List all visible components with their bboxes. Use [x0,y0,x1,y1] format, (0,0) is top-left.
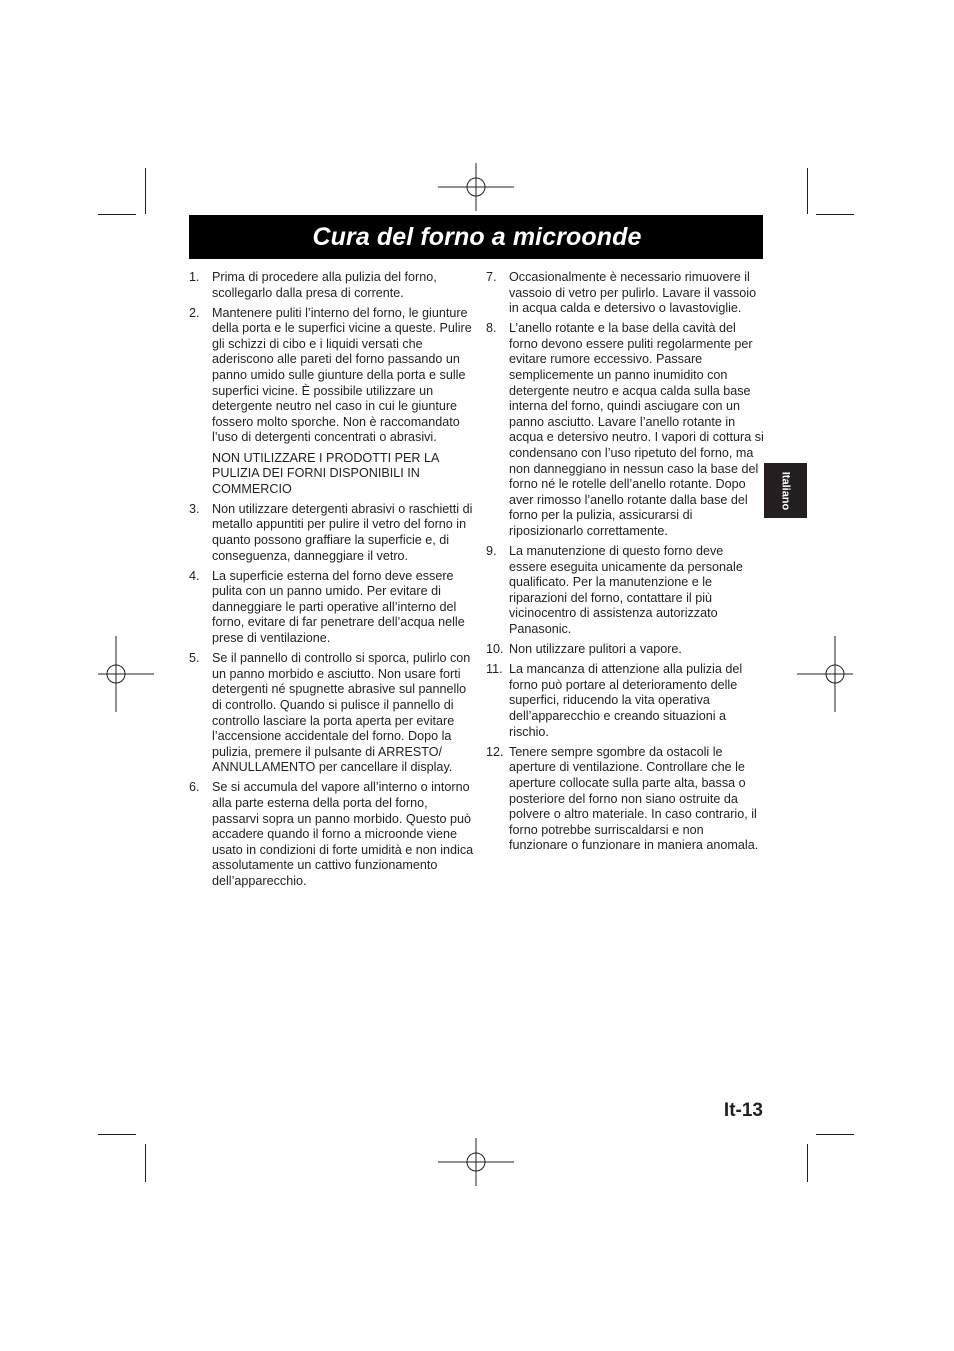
page-number: It-13 [723,1100,763,1121]
right-column [486,270,764,858]
item-text: Non utilizzare detergenti abrasivi o raschietti di metallo appuntiti per pulire il vetro del forno in quanto possono graffiare la superficie e, di conseguenza, danneggiare il vetro. [212,501,473,563]
left-column [189,270,474,894]
item-number: 3. [189,501,200,516]
list-item [189,270,474,301]
list-item [189,502,474,564]
registration-mark-top [438,149,514,225]
crop-mark [807,1144,808,1182]
list-item [189,780,474,889]
item-text: Prima di procedere alla pulizia del forno, scollegarlo dalla presa di corrente. [212,270,437,300]
item-text: Tenere sempre sgombre da ostacoli le aperture di ventilazione. Controllare che le aperture collocate sulla parte alta, bassa o posteriore del forno non siano ostruite da polvere o altro materiale. In caso contrario, il forno potrebbe surriscaldarsi e non funzionare o funzionare in maniera anomala. [509,744,759,853]
item-number: 7. [486,270,497,284]
item-text: Non utilizzare pulitori a vapore. [509,642,682,657]
crop-mark [816,214,854,215]
item-number: 8. [486,321,497,336]
item-text: La manutenzione di questo forno deve essere eseguita unicamente da personale qualificato. Per la manutenzione e le riparazioni del forno, contattare il più vicinocentro di assistenza autorizzato Panasonic. [509,544,743,637]
list-item [486,662,764,740]
list-item [189,306,474,446]
registration-mark-bottom [438,1124,514,1200]
list-item [189,651,474,776]
crop-mark [145,168,146,214]
list-item [486,321,764,539]
item-number: 4. [189,568,200,583]
item-text: Se il pannello di controllo si sporca, pulirlo con un panno morbido e asciutto. Non usare forti detergenti né spugnette abrasive sul pannello di controllo. Quando si pulisce il pannello di controllo lasciare la porta aperta per evitare l’accensione accidentale del forno. Dopo la pulizia, premere il pulsante di ARRESTO/ ANNULLAMENTO per cancellare il display. [212,651,471,775]
language-label: Italiano [779,471,792,510]
item-text: Se si accumula del vapore all’interno o intorno alla parte esterna della porta del forno, passarvi sopra un panno morbido. Questo può accadere quando il forno a microonde viene usato in condizioni di forte umidità e non indica assolutamente un cattivo funzionamento dell’apparecchio. [212,780,474,888]
item-number: 6. [189,780,200,795]
item-text: Mantenere puliti l’interno del forno, le giunture della porta e le superfici vicine a queste. Pulire gli schizzi di cibo e i liquidi versati che aderiscono alle pareti del forno passando un panno umido sulle giunture della porta e sulle superfici vicine. È possibile utilizzare un detergente neutro nel caso in cui le giunture fossero molto sporche. Non è raccomandato l’uso di detergenti concentrati o abrasivi. [212,305,472,445]
list-item [486,270,764,317]
crop-mark [98,1134,136,1135]
item-text: La mancanza di attenzione alla pulizia del forno può portare al deterioramento delle superfici, riducendo la vita operativa dell’apparecchio e creando situazioni a rischio. [509,662,743,739]
list-item [486,544,764,638]
list-item [486,642,764,658]
item-text: La superficie esterna del forno deve essere pulita con un panno umido. Per evitare di danneggiare le parti operative all’interno del forno, evitare di far penetrare dell’acqua nelle prese di ventilazione. [212,568,465,646]
item-number: 12. [486,744,504,759]
item-number: 9. [486,544,497,559]
title-bar [189,215,763,259]
page-title: Cura del forno a microonde [312,222,642,251]
item-number: 10. [486,642,504,657]
crop-mark [145,1144,146,1182]
item-number: 2. [189,305,200,320]
item-number: 11. [486,662,503,677]
warning-note: NON UTILIZZARE I PRODOTTI PER LA PULIZIA DEI FORNI DISPONIBILI IN COMMERCIO [212,450,439,496]
language-tab [764,463,807,518]
item-text: L’anello rotante e la base della cavità del forno devono essere puliti regolarmente per evitare rumore eccessivo. Passare semplicemente un panno inumidito con detergente neutro e acqua calda sulla base interna del forno, quindi asciugare con un panno asciutto. Lavare l’anello rotante in acqua e detersivo neutro. I vapori di cottura si condensano con l’uso ripetuto del forno, ma non danneggiano in nessun caso la base del forno né le rotelle dell’anello rotante. Dopo aver rimosso l’anello rotante dalla base del forno per la pulizia, assicurarsi di riposizionarlo correttamente. [509,321,764,538]
crop-mark [807,168,808,214]
crop-mark [98,214,136,215]
registration-mark-left [78,636,154,712]
item-text: Occasionalmente è necessario rimuovere il vassoio di vetro per pulirlo. Lavare il vassoio in acqua calda e detersivo o lavastoviglie. [509,270,757,316]
crop-mark [816,1134,854,1135]
registration-mark-right [797,636,873,712]
item-number: 1. [189,270,200,284]
list-item [486,745,764,854]
item-number: 5. [189,651,200,666]
list-item [189,569,474,647]
